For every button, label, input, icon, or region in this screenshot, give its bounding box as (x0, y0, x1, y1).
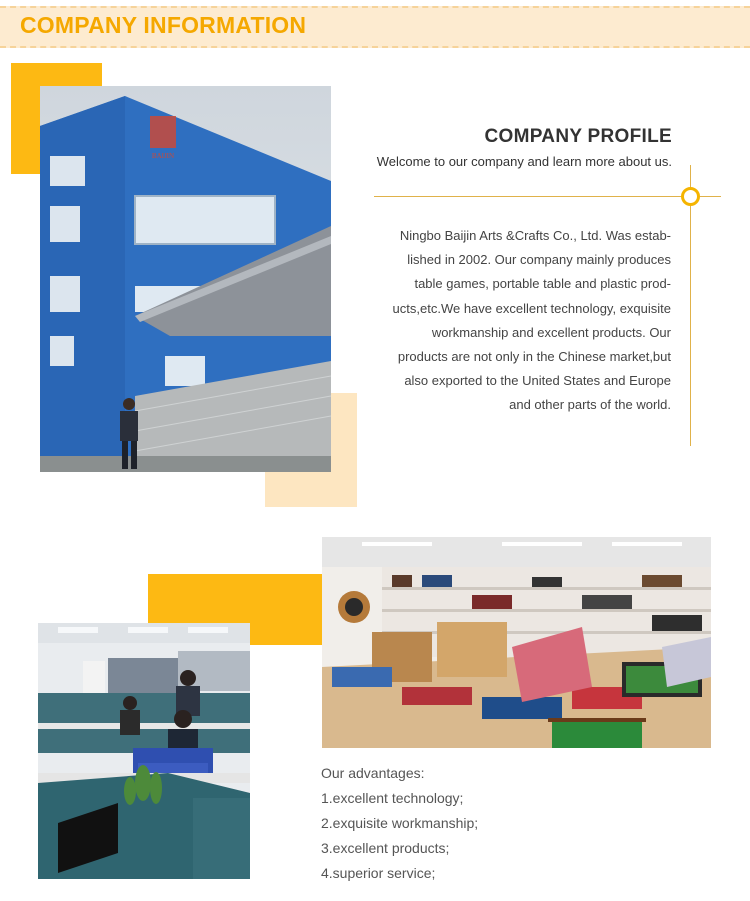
profile-title: COMPANY PROFILE (484, 126, 672, 147)
description-line: lished in 2002. Our company mainly produces (407, 252, 671, 268)
building-sign-text: BAIJIN (151, 152, 175, 160)
profile-description (371, 224, 671, 418)
description-line: table games, portable table and plastic prod- (414, 276, 671, 292)
advantage-item: 3.excellent products; (321, 840, 450, 856)
description-line: also exported to the United States and Europe (404, 373, 671, 389)
profile-subtitle: Welcome to our company and learn more about us. (376, 154, 672, 169)
company-building-photo (40, 86, 331, 472)
advantages-list (321, 761, 478, 886)
advantage-item: 4.superior service; (321, 865, 436, 881)
banner-title: COMPANY INFORMATION (20, 12, 307, 38)
office-photo (38, 623, 250, 879)
description-line: Ningbo Baijin Arts &Crafts Co., Ltd. Was estab- (399, 228, 671, 243)
section-banner (0, 6, 750, 48)
description-line: products are not only in the Chinese market,but (397, 349, 671, 365)
advantage-item: 2.exquisite workmanship; (321, 815, 479, 831)
divider-vertical (690, 165, 691, 446)
divider-dot-icon (681, 187, 700, 206)
description-line: workmanship and excellent products. Our (431, 324, 671, 340)
divider-horizontal (374, 196, 721, 197)
advantage-item: 1.excellent technology; (321, 790, 464, 806)
description-line: ucts,etc.We have excellent technology, exquisite (392, 300, 671, 316)
advantages-heading: Our advantages: (321, 765, 425, 781)
showroom-photo (322, 537, 711, 748)
description-line: and other parts of the world. (509, 397, 671, 413)
